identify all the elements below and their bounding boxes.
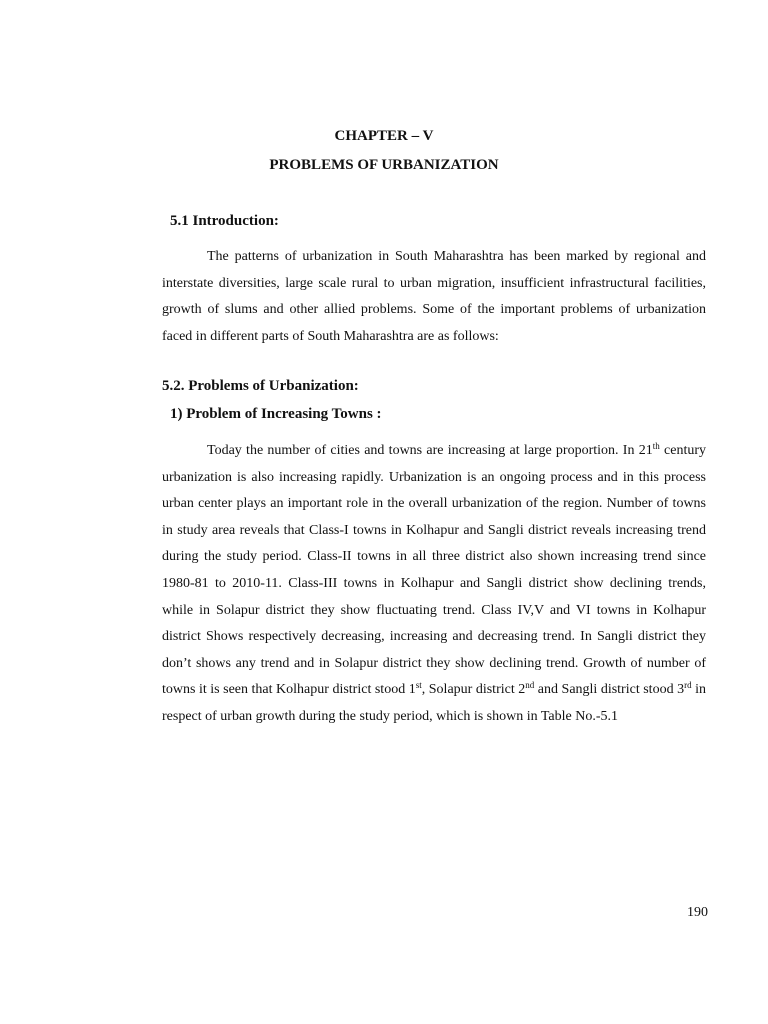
ordinal-suffix: th: [652, 441, 660, 451]
paragraph-text: and Sangli district stood 3: [534, 682, 685, 698]
subheading-increasing-towns: 1) Problem of Increasing Towns :: [170, 406, 382, 422]
introduction-paragraph: The patterns of urbanization in South Maharashtra has been marked by regional and interstate diversities, large scale rural to urban migration, insufficient infrastructural facilities, growth of slums and other allied problems. Some of the important problems of urbanization faced in different parts of South Maharashtra are as follows:: [162, 249, 706, 344]
paragraph-text: in respect of urban growth during the study period, which is shown in Table No.-5.1: [162, 682, 707, 724]
chapter-title: PROBLEMS OF URBANIZATION: [269, 157, 499, 173]
page-number: 190: [687, 905, 708, 920]
paragraph-text: , Solapur district 2: [421, 682, 526, 698]
ordinal-suffix: st: [415, 680, 422, 691]
chapter-heading: CHAPTER – V: [334, 128, 434, 144]
section-heading-introduction: 5.1 Introduction:: [170, 213, 279, 229]
paragraph-text: Today the number of cities and towns are increasing at large proportion. In 21: [207, 443, 653, 458]
section-heading-problems: 5.2. Problems of Urbanization:: [162, 378, 359, 394]
ordinal-suffix: nd: [525, 680, 535, 691]
ordinal-suffix: rd: [684, 680, 692, 691]
paragraph-text: century urbanization is also increasing rapidly. Urbanization is an ongoing process and in this process urban center plays an important role in the overall urbanization of the region. Number of towns in study area reveals that Class-I towns in Kolhapur and Sangli district reveals increasing trend during the study period. Class-II towns in all three district also shown increasing trend since 1980-81 to 2010-11. Class-III towns in Kolhapur and Sangli district show declining trends, while in Solapur district they show fluctuating trend. Class IV,V and VI towns in Kolhapur district Shows respectively decreasing, increasing and decreasing trend. In Sangli district they don’t shows any trend and in Solapur district they show declining trend. Growth of number of towns it is seen that Kolhapur district stood 1: [162, 443, 706, 698]
increasing-towns-paragraph: [162, 438, 706, 731]
